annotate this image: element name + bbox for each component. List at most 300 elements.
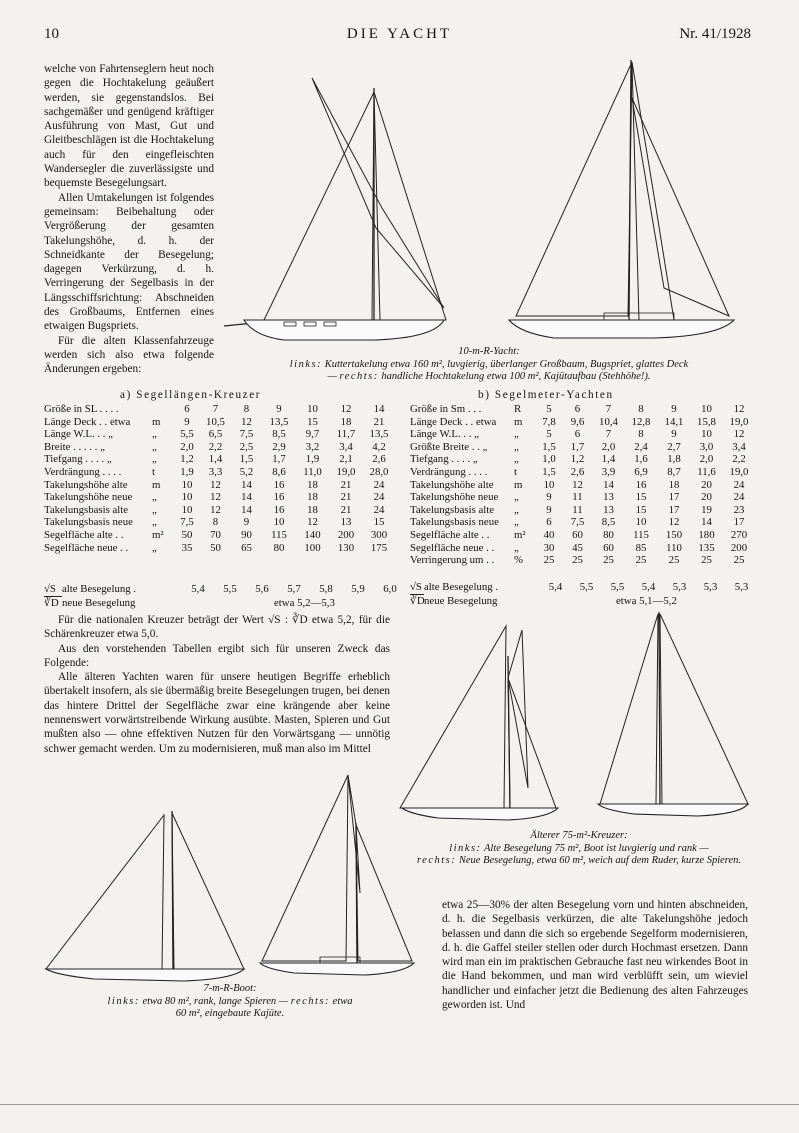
paragraph: Für die nationalen Kreuzer beträgt der Wert √S : ∛D etwa 5,2, für die Schärenkreuzer etwa 5,0. (44, 614, 390, 641)
body-column-right (442, 898, 748, 1012)
row-label: Länge Deck . . etwa (44, 415, 131, 428)
table-cell: 10 (181, 503, 193, 516)
table-cell: 12 (210, 478, 221, 491)
table-row (44, 491, 395, 504)
row-unit: „ (152, 491, 157, 504)
table-cell: 115 (633, 528, 649, 541)
formula-value: 5,7 (287, 583, 301, 595)
table-cell: 14 (701, 516, 712, 529)
table-cell: 10 (273, 516, 285, 529)
table-cell: 12 (733, 428, 745, 441)
table-cell: 10 (181, 491, 193, 504)
table-cell: 3,3 (208, 465, 223, 478)
table-cell: 3,0 (699, 440, 714, 453)
table-cell: 15 (635, 503, 647, 516)
table-cell: 1,7 (272, 453, 286, 466)
new-rig-drawing (598, 612, 748, 816)
table-cell: 3,2 (305, 440, 320, 453)
row-unit: m (152, 415, 161, 428)
table-cell: 50 (210, 541, 221, 554)
paragraph: Für die alten Klassenfahrzeuge werden sich also etwa folgende Änderungen ergeben: (44, 334, 214, 376)
table-cell: 12 (668, 516, 680, 529)
caption-text: etwa 80 m², rank, lange Spieren — (142, 995, 289, 1007)
table-cell: 7 (605, 428, 612, 441)
boat-7mR-illustration (44, 773, 416, 985)
table-cell: 60 (603, 541, 614, 554)
table-cell: 8 (638, 428, 644, 441)
table-cell: 9 (184, 415, 190, 428)
table-cell: 7,5 (239, 428, 254, 441)
table-cell: 10,5 (206, 415, 225, 428)
table-cell: 2,0 (180, 440, 194, 453)
row-unit: „ (152, 453, 157, 466)
table-cell: 8 (212, 516, 219, 529)
table-cell: 14 (241, 491, 252, 504)
table-cell: 7 (605, 403, 612, 415)
table-cell: 14 (241, 478, 252, 491)
caption-label-left: links: (289, 358, 323, 370)
table-cell: 14 (373, 403, 385, 415)
intro-column (44, 62, 214, 377)
table-cell: 12 (210, 503, 221, 516)
table-cell: 20 (701, 491, 712, 504)
table-cell: 8,7 (667, 465, 681, 478)
formula-new-value: etwa 5,2—5,3 (274, 596, 335, 609)
row-unit: % (514, 554, 523, 567)
table-cell: 6 (546, 516, 552, 529)
table-cell: 70 (210, 528, 221, 541)
formula-value: 5,5 (610, 581, 625, 593)
row-label: Größe in Sm . . . (410, 403, 482, 415)
formula-value: 5,4 (548, 581, 563, 593)
row-unit: t (514, 465, 517, 478)
formula-denominator: ∛D (44, 596, 59, 609)
formula-value: 5,9 (351, 583, 365, 595)
old-rig-drawing (400, 626, 558, 820)
table-cell: 7 (212, 403, 219, 415)
table-cell: 11 (572, 503, 583, 516)
row-unit: R (514, 403, 522, 415)
high-rig-drawing (509, 60, 734, 338)
body-column-left (44, 613, 390, 756)
table-cell: 270 (730, 528, 748, 541)
table-cell: 10 (543, 478, 555, 491)
table-cell: 5,2 (239, 465, 254, 478)
row-unit: „ (152, 541, 157, 554)
journal-title: DIE YACHT (346, 26, 453, 42)
paragraph: Alle älteren Yachten waren für unsere heutigen Begriffe erheblich übertakelt insofern, als sie übermäßig breite Besegelungen trugen, bei denen das hintere Drittel der Segelfläche zwar eine krängende aber keine nennenswert vorwärtstreibende Wirkung ausübte. Masten, Spieren und Gut mußten also — ohne effektiven Nutzen für den Vorwärtsgang — unnötig schwer gemacht werden. Um zu modernisieren, muß man also im Mittel (44, 671, 390, 755)
row-label: Größte Breite . . „ (410, 440, 488, 453)
formula-new-label: neue Besegelung (62, 596, 136, 609)
table-cell: 24 (373, 503, 385, 516)
row-label: Takelungsbasis neue (44, 516, 133, 529)
table-cell: 12 (307, 516, 318, 529)
table-cell: 21 (340, 478, 352, 491)
caption-line-2 (398, 855, 760, 868)
table-cell: 2,6 (372, 453, 386, 466)
row-unit (152, 403, 174, 416)
caption-label-right: rechts: (290, 995, 331, 1007)
table-cell: 11,0 (303, 465, 322, 478)
row-unit: „ (514, 491, 519, 504)
table-cell: 15 (373, 516, 385, 529)
table-row (44, 466, 395, 479)
table-cell: 1,0 (542, 453, 556, 466)
formula-old-label: alte Besegelung . (424, 581, 499, 593)
table-cell: 110 (666, 541, 682, 554)
table-cell: 2,2 (732, 453, 746, 466)
row-label: Takelungshöhe alte (410, 478, 494, 491)
table-cell: 9,6 (570, 415, 585, 428)
table-cell: 2,7 (667, 440, 681, 453)
table-cell: 90 (241, 528, 252, 541)
table-cell: 8 (638, 403, 644, 415)
table-row (410, 542, 755, 555)
table-cell: 11,7 (336, 428, 356, 441)
table-cell: 25 (635, 554, 647, 567)
table-row (410, 416, 755, 429)
formula-value: 5,3 (703, 581, 718, 593)
table-cell: 80 (603, 528, 614, 541)
table-cell: 2,0 (699, 453, 714, 466)
table-row (44, 416, 395, 429)
table-cell: 5 (546, 428, 552, 441)
table-cell: 13 (603, 491, 614, 504)
row-unit: „ (514, 541, 519, 554)
table-cell: 85 (635, 541, 647, 554)
row-label: Takelungshöhe neue (410, 491, 499, 504)
paragraph: etwa 25—30% der alten Besegelung vorn und hinten abschneiden, d. h. die Segelbasis verkürzen, die alte Takelungshöhe jedoch belassen und dann die sich so ergebende Segelform modernisieren, d. h. die Gaffel steiler stellen oder durch Hochmast ersetzen. Dann wird man ein im praktischen Gebrauche fast neu wirkendes Boot in die Hand bekommen, und man wird verblüfft sein, um wieviel handlicher und einfacher jetzt die Bedienung des alten Fahrzeuges geworden ist. Und (442, 899, 748, 1012)
caption-75qm (398, 830, 760, 868)
table-cell: 12 (733, 403, 745, 415)
table-cell: 80 (273, 541, 285, 554)
table-cell: 50 (181, 528, 193, 541)
table-row (44, 504, 395, 517)
table-cell: 19,0 (729, 415, 749, 428)
table-cell: 5 (546, 403, 552, 415)
formula-value: 5,4 (641, 581, 656, 593)
table-cell: 10 (181, 478, 193, 491)
table-cell: 13,5 (269, 415, 289, 428)
row-label: Länge W.L. . . „ (44, 428, 113, 441)
table-cell: 3,4 (732, 440, 746, 453)
caption-text: Kuttertakelung etwa 160 m², luvgierig, überlanger Großbaum, Bugspriet, glattes Deck (324, 358, 689, 370)
table-cell: 16 (273, 503, 285, 516)
caption-label-left: links: (449, 842, 482, 854)
table-b-title: b) Segelmeter-Yachten (478, 389, 614, 401)
row-unit: m (514, 415, 523, 428)
table-cell: 18 (668, 478, 680, 491)
row-unit: „ (514, 428, 519, 441)
table-cell: 1,5 (239, 453, 254, 466)
row-label: Größe in SL . . . . (44, 403, 119, 415)
caption-text: Neue Besegelung, etwa 60 m², weich auf dem Ruder, kurze Spieren. (458, 855, 742, 866)
table-cell: 60 (572, 528, 583, 541)
table-cell: 9 (546, 491, 552, 504)
caption-text: handliche Hochtakelung etwa 100 m², Kajütaufbau (Stehhöhe!). (381, 371, 651, 382)
row-unit: m² (152, 528, 164, 541)
table-cell: 2,6 (570, 465, 585, 478)
table-cell: 1,2 (570, 453, 585, 466)
row-unit: „ (152, 440, 157, 453)
table-cell: 18 (307, 478, 318, 491)
table-row (410, 466, 755, 479)
table-cell: 20 (701, 478, 712, 491)
row-unit: „ (152, 428, 157, 441)
table-cell: 1,4 (208, 453, 223, 466)
table-cell: 30 (543, 541, 555, 554)
table-row (44, 441, 395, 454)
table-cell: 15 (635, 491, 647, 504)
table-cell: 24 (733, 478, 745, 491)
table-cell: 3,9 (601, 465, 616, 478)
row-label: Takelungshöhe neue (44, 491, 133, 504)
caption-title: Älterer 75-m²-Kreuzer: (530, 830, 628, 841)
table-cell: 16 (635, 478, 647, 491)
caption-title: 7-m-R-Boot: (203, 983, 257, 994)
table-cell: 45 (572, 541, 583, 554)
table-cell: 18 (307, 491, 318, 504)
table-a-title: a) Segellängen-Kreuzer (120, 389, 262, 401)
row-label: Länge W.L. . . „ (410, 428, 479, 441)
table-cell: 15,8 (697, 415, 716, 428)
row-unit: m (514, 478, 523, 491)
table-row (44, 453, 395, 466)
formula-value: 5,4 (191, 583, 205, 595)
table-cell: 100 (304, 541, 321, 554)
formula-value: 5,3 (672, 581, 687, 593)
table-cell: 19,0 (336, 465, 356, 478)
caption-label-right: rechts: (339, 371, 379, 382)
table-b (410, 403, 755, 567)
cruiser-75qm-illustration (398, 608, 758, 826)
table-cell: 1,8 (667, 453, 681, 466)
row-unit: m² (514, 528, 526, 541)
row-label: Segelfläche alte . . (44, 528, 124, 541)
table-cell: 9 (671, 428, 677, 441)
row-label: Takelungsbasis alte (44, 503, 129, 516)
caption-text: Alte Besegelung 75 m², Boot ist luvgierig und rank — (483, 842, 709, 854)
issue-number: Nr. 41/1928 (679, 26, 751, 42)
row-label: Takelungsbasis neue (410, 516, 499, 529)
table-row (44, 542, 395, 555)
table-cell: 12 (241, 415, 252, 428)
table-row (44, 403, 395, 416)
table-b-formula (410, 581, 757, 608)
table-cell: 9 (243, 516, 250, 529)
table-cell: 12 (340, 403, 352, 415)
table-cell: 1,4 (601, 453, 616, 466)
row-label: Verdrängung . . . . (44, 465, 122, 478)
row-unit: „ (514, 440, 519, 453)
cutter-rig-drawing (224, 78, 446, 340)
table-cell: 1,5 (542, 465, 556, 478)
table-cell: 2,5 (239, 440, 254, 453)
table-cell: 8,5 (272, 428, 286, 441)
table-cell: 5,5 (180, 428, 194, 441)
old-7mR-rig-drawing (46, 811, 244, 981)
table-cell: 6,9 (634, 465, 648, 478)
table-cell: 14 (603, 478, 614, 491)
table-cell: 9 (276, 403, 282, 415)
table-cell: 1,2 (180, 453, 194, 466)
table-cell: 6 (574, 428, 581, 441)
table-cell: 25 (733, 554, 745, 567)
row-unit: „ (152, 516, 157, 529)
row-label: Tiefgang . . . . „ (44, 453, 112, 466)
row-label: Takelungshöhe alte (44, 478, 128, 491)
table-cell: 8 (243, 403, 250, 415)
formula-denominator: ∛D (410, 594, 425, 607)
table-cell: 1,5 (542, 440, 556, 453)
table-cell: 200 (730, 541, 748, 554)
caption-10mR (214, 346, 764, 384)
caption-line-1 (44, 996, 416, 1009)
caption-label-left: links: (107, 995, 140, 1007)
formula-new-value: etwa 5,1—5,2 (616, 594, 677, 607)
table-cell: 12 (572, 478, 583, 491)
table-row (410, 529, 755, 542)
formula-value: 5,8 (319, 583, 333, 595)
table-cell: 7,8 (542, 415, 556, 428)
table-row (410, 403, 755, 416)
caption-line-1 (398, 843, 760, 856)
row-label: Segelfläche alte . . (410, 528, 490, 541)
table-cell: 9 (671, 403, 677, 415)
table-cell: 13 (340, 516, 352, 529)
table-cell: 21 (373, 415, 385, 428)
table-cell: 13 (603, 503, 614, 516)
formula-new-label: neue Besegelung (424, 594, 498, 607)
row-label: Tiefgang . . . . „ (410, 453, 478, 466)
table-cell: 11,6 (697, 465, 716, 478)
table-cell: 21 (340, 503, 352, 516)
table-cell: 16 (273, 478, 285, 491)
table-cell: 17 (733, 516, 745, 529)
table-cell: 35 (181, 541, 193, 554)
formula-numerator: √S (410, 581, 424, 595)
row-unit: „ (514, 516, 519, 529)
table-cell: 16 (273, 491, 285, 504)
formula-value: 5,3 (734, 581, 749, 593)
table-cell: 2,4 (634, 440, 648, 453)
paragraph: Aus den vorstehenden Tabellen ergibt sich für unseren Zweck das Folgende: (44, 642, 390, 669)
new-7mR-rig-drawing (260, 775, 414, 975)
table-cell: 175 (370, 541, 388, 554)
table-cell: 1,9 (180, 465, 194, 478)
table-cell: 12 (210, 491, 221, 504)
table-row (410, 453, 755, 466)
table-cell: 9 (546, 503, 552, 516)
formula-old-label: alte Besegelung . (62, 583, 137, 595)
table-cell: 25 (668, 554, 680, 567)
paragraph: Allen Umtakelungen ist folgendes gemeinsam: Beibehaltung oder Vergrößerung der gesamten Takelungshöhe, d. h. der Schneidkante der Besegelung; dagegen Verkürzung, d. h. Verringerung der Segelbasis in der Längsschiffsrichtung: Abschneiden des Großbaums, Entfernen eines etwaigen Bugspriets. (44, 191, 214, 333)
table-cell: 25 (603, 554, 614, 567)
table-cell: 15 (307, 415, 318, 428)
table-cell: 7,5 (570, 516, 585, 529)
row-unit: „ (514, 453, 519, 466)
page-number: 10 (44, 26, 59, 42)
row-label: Breite . . . . . „ (44, 440, 105, 453)
table-a-formula (44, 583, 406, 610)
caption-text: etwa (332, 995, 353, 1007)
formula-numerator: √S (44, 583, 62, 597)
table-cell: 10 (635, 516, 647, 529)
table-cell: 13,5 (369, 428, 389, 441)
row-label: Segelfläche neue . . (44, 541, 129, 554)
formula-value: 6,0 (383, 583, 397, 595)
caption-line-1 (214, 359, 764, 372)
table-cell: 140 (304, 528, 321, 541)
table-cell: 115 (271, 528, 287, 541)
table-cell: 7,5 (180, 516, 194, 529)
table-row (410, 504, 755, 517)
table-cell: 200 (337, 528, 355, 541)
row-unit: „ (152, 503, 157, 516)
table-row (410, 479, 755, 492)
table-cell: 11 (572, 491, 583, 504)
table-cell: 19,0 (729, 465, 749, 478)
table-row (44, 479, 395, 492)
table-cell: 2,0 (601, 440, 616, 453)
row-label: Takelungsbasis alte (410, 503, 495, 516)
formula-value: 5,5 (579, 581, 594, 593)
table-row (410, 441, 755, 454)
caption-7mR (44, 983, 416, 1021)
table-cell: 19 (701, 503, 712, 516)
caption-label-right: rechts: (416, 855, 457, 866)
table-a (44, 403, 395, 554)
table-cell: 2,9 (272, 440, 286, 453)
table-row (410, 428, 755, 441)
row-unit: t (152, 465, 155, 478)
table-cell: 8,5 (601, 516, 616, 529)
table-cell: 17 (668, 491, 680, 504)
formula-value: 5,5 (223, 583, 237, 595)
table-cell: 24 (373, 478, 385, 491)
table-cell: 24 (373, 491, 385, 504)
table-cell: 6 (184, 403, 190, 415)
table-cell: 150 (665, 528, 683, 541)
table-cell: 2,1 (339, 453, 353, 466)
table-cell: 14 (241, 503, 252, 516)
yacht-10mR-illustration (224, 58, 744, 343)
table-cell: 65 (241, 541, 252, 554)
table-cell: 6 (574, 403, 581, 415)
table-cell: 28,0 (369, 465, 389, 478)
table-cell: 1,7 (570, 440, 585, 453)
table-cell: 135 (698, 541, 715, 554)
table-cell: 10,4 (599, 415, 618, 428)
table-cell: 18 (307, 503, 318, 516)
table-cell: 12,8 (631, 415, 651, 428)
table-cell: 4,2 (372, 440, 386, 453)
table-row (410, 554, 755, 567)
table-row (44, 516, 395, 529)
table-row (410, 516, 755, 529)
table-cell: 1,6 (634, 453, 648, 466)
row-label: Länge Deck . . etwa (410, 415, 497, 428)
table-cell: 14,1 (664, 415, 684, 428)
row-unit: m (152, 478, 161, 491)
table-cell: 10 (701, 403, 712, 415)
formula-value: 5,6 (255, 583, 269, 595)
table-cell: 25 (701, 554, 712, 567)
caption-line-2 (214, 371, 764, 384)
table-row (44, 529, 395, 542)
row-label: Verringerung um . . (410, 554, 495, 567)
table-cell: 9,7 (305, 428, 320, 441)
